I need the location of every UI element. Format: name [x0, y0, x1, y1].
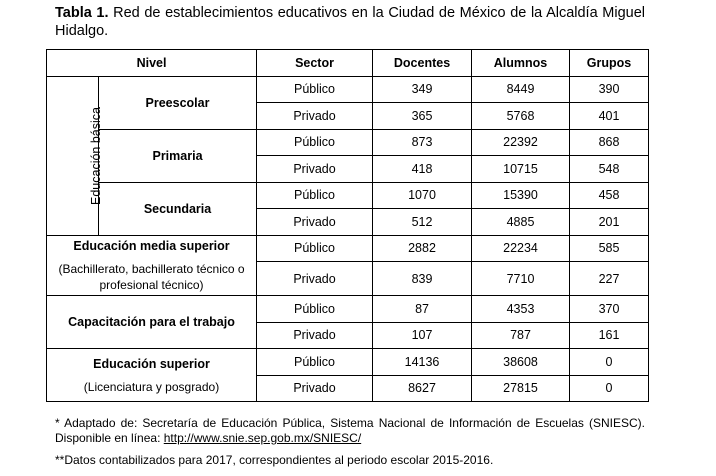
sector-cell: Privado — [257, 209, 373, 236]
header-nivel: Nivel — [47, 50, 257, 77]
level-media-superior-note: (Bachillerato, bachillerato técnico o profesional técnico) — [58, 261, 245, 292]
grupos-cell: 585 — [570, 235, 649, 262]
header-row — [47, 50, 649, 77]
alumnos-cell: 4885 — [472, 209, 570, 236]
sector-cell: Privado — [257, 375, 373, 402]
docentes-cell: 14136 — [373, 349, 472, 376]
level-media-superior-title: Educación media superior — [73, 238, 230, 253]
grupos-cell: 0 — [570, 349, 649, 376]
level-media-superior — [47, 235, 257, 296]
header-grupos: Grupos — [570, 50, 649, 77]
table-row — [47, 76, 649, 103]
grupos-cell: 401 — [570, 103, 649, 130]
source-link[interactable]: http://www.snie.sep.gob.mx/SNIESC/ — [163, 431, 362, 445]
docentes-cell: 873 — [373, 129, 472, 156]
header-docentes: Docentes — [373, 50, 472, 77]
education-table — [46, 49, 649, 402]
alumnos-cell: 22392 — [472, 129, 570, 156]
sector-cell: Público — [257, 76, 373, 103]
alumnos-cell: 38608 — [472, 349, 570, 376]
sector-cell: Privado — [257, 322, 373, 349]
basic-group-label: Educación básica — [88, 106, 103, 205]
level-superior-title: Educación superior — [93, 356, 210, 371]
sector-cell: Privado — [257, 156, 373, 183]
alumnos-cell: 4353 — [472, 296, 570, 323]
level-secundaria: Secundaria — [99, 182, 257, 235]
header-alumnos: Alumnos — [472, 50, 570, 77]
alumnos-cell: 15390 — [472, 182, 570, 209]
table-notes — [55, 416, 645, 468]
grupos-cell: 458 — [570, 182, 649, 209]
sector-cell: Público — [257, 129, 373, 156]
table-row — [47, 235, 649, 262]
level-superior-note: (Licenciatura y posgrado) — [83, 379, 220, 394]
docentes-cell: 107 — [373, 322, 472, 349]
docentes-cell: 839 — [373, 262, 472, 296]
header-sector: Sector — [257, 50, 373, 77]
grupos-cell: 0 — [570, 375, 649, 402]
docentes-cell: 87 — [373, 296, 472, 323]
basic-group-cell — [47, 76, 103, 235]
table-row — [47, 349, 649, 376]
docentes-cell: 1070 — [373, 182, 472, 209]
grupos-cell: 227 — [570, 262, 649, 296]
docentes-cell: 418 — [373, 156, 472, 183]
sector-cell: Público — [257, 182, 373, 209]
level-preescolar: Preescolar — [99, 76, 257, 129]
sector-cell: Privado — [257, 262, 373, 296]
grupos-cell: 868 — [570, 129, 649, 156]
caption-label: Tabla 1. — [55, 5, 109, 21]
table-row — [47, 296, 649, 323]
table-caption — [55, 4, 645, 40]
docentes-cell: 365 — [373, 103, 472, 130]
grupos-cell: 390 — [570, 76, 649, 103]
docentes-cell: 8627 — [373, 375, 472, 402]
grupos-cell: 201 — [570, 209, 649, 236]
source-note-text: * Adaptado de: Secretaría de Educación Pública, Sistema Nacional de Información de Escuelas (SNIESC). Disponible en línea: — [55, 416, 645, 445]
sector-cell: Público — [257, 349, 373, 376]
alumnos-cell: 787 — [472, 322, 570, 349]
data-note: **Datos contabilizados para 2017, correspondientes al periodo escolar 2015-2016. — [55, 453, 494, 467]
docentes-cell: 512 — [373, 209, 472, 236]
sector-cell: Público — [257, 235, 373, 262]
alumnos-cell: 27815 — [472, 375, 570, 402]
table-row — [47, 182, 649, 209]
level-primaria: Primaria — [99, 129, 257, 182]
alumnos-cell: 22234 — [472, 235, 570, 262]
alumnos-cell: 5768 — [472, 103, 570, 130]
sector-cell: Privado — [257, 103, 373, 130]
grupos-cell: 370 — [570, 296, 649, 323]
alumnos-cell: 8449 — [472, 76, 570, 103]
sector-cell: Público — [257, 296, 373, 323]
docentes-cell: 2882 — [373, 235, 472, 262]
grupos-cell: 548 — [570, 156, 649, 183]
level-capacitacion: Capacitación para el trabajo — [47, 296, 257, 349]
table-row — [47, 129, 649, 156]
caption-text: Red de establecimientos educativos en la Ciudad de México de la Alcaldía Miguel Hidalgo. — [55, 5, 645, 39]
alumnos-cell: 10715 — [472, 156, 570, 183]
docentes-cell: 349 — [373, 76, 472, 103]
alumnos-cell: 7710 — [472, 262, 570, 296]
source-note — [55, 416, 645, 446]
grupos-cell: 161 — [570, 322, 649, 349]
level-superior — [47, 349, 257, 402]
